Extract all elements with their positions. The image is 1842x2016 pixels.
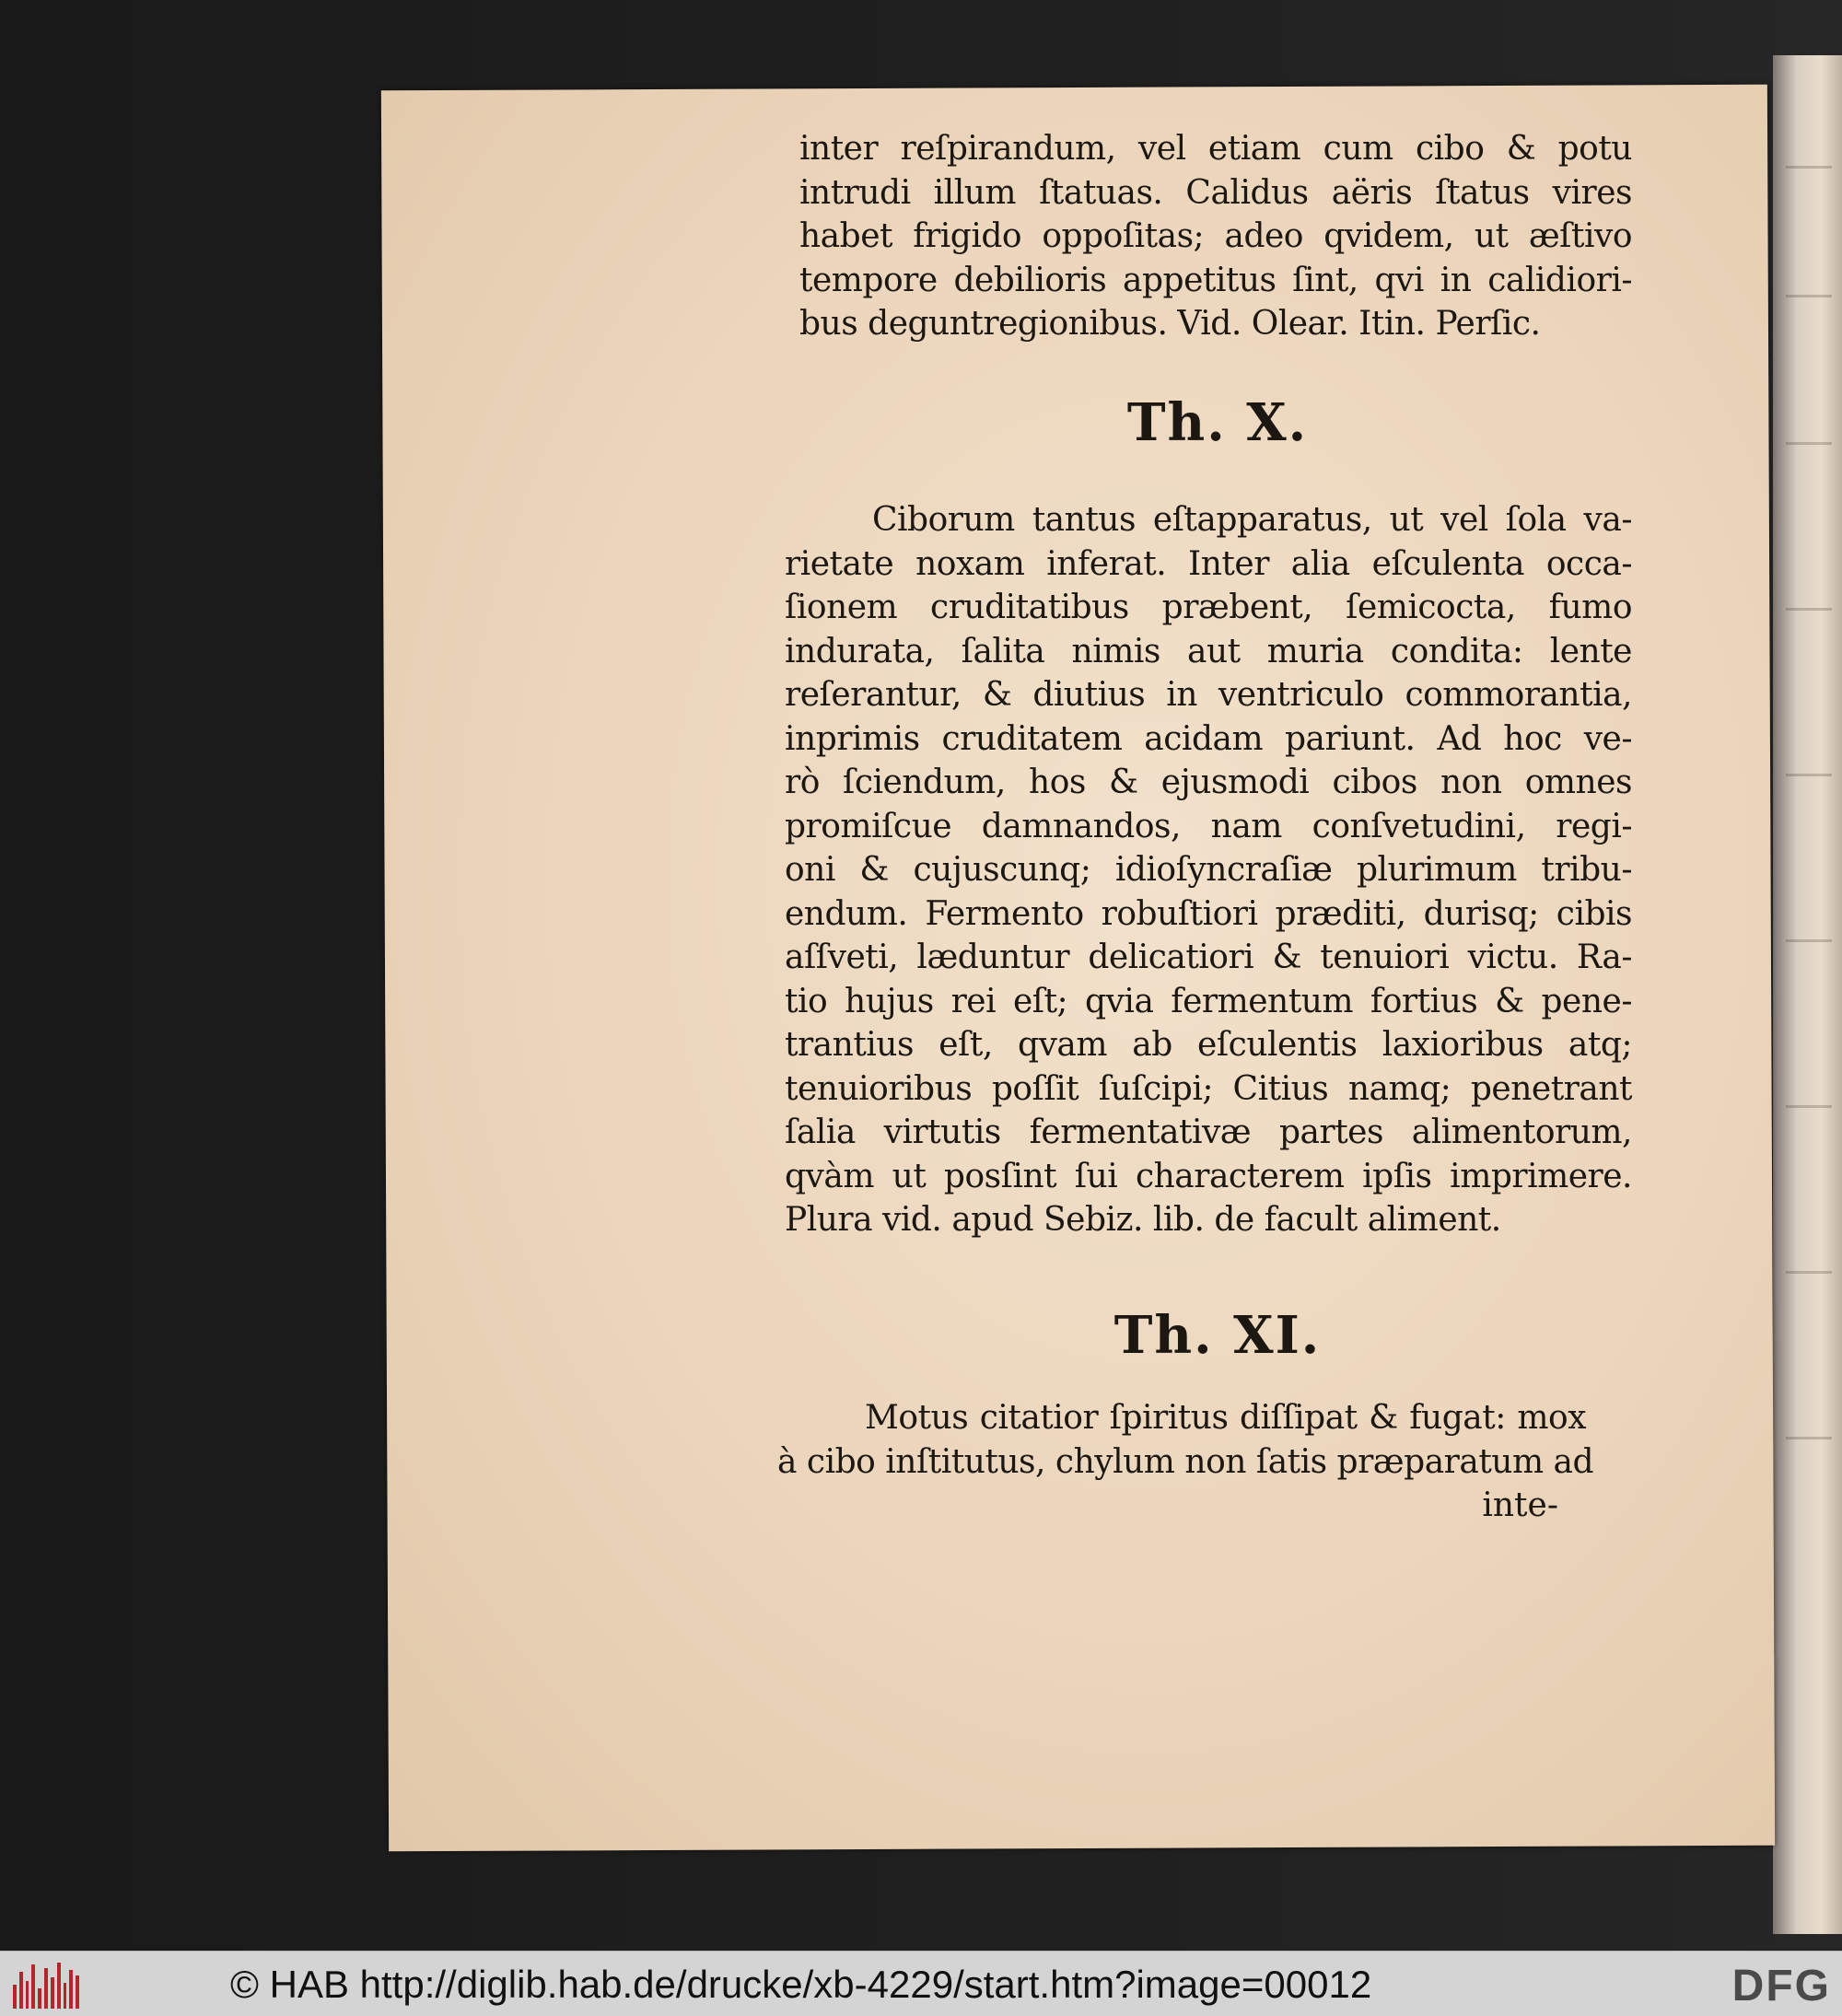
text-line: qvàm ut posſint ſui characterem ipſis imprimere. — [785, 1157, 1632, 1195]
text-line: bus deguntregionibus. Vid. Olear. Itin. Perſic. — [799, 305, 1541, 343]
text-line: habet frigido oppoſitas; adeo qvidem, ut æſtivo — [799, 217, 1632, 255]
text-line: rietate noxam inferat. Inter alia eſculenta occa- — [785, 544, 1632, 583]
text-line: inter reſpirandum, vel etiam cum cibo & potu — [799, 130, 1632, 168]
section-heading-xi: Th. XI. — [1113, 1304, 1322, 1366]
text-line: inprimis cruditatem acidam pariunt. Ad hoc ve- — [785, 719, 1632, 758]
paragraph-xi — [777, 1396, 1594, 1528]
text-line: oni & cujuscunq; idioſyncraſiæ plurimum tribu- — [785, 851, 1632, 889]
text-line: reſerantur, & diutius in ventriculo commorantia, — [785, 676, 1632, 714]
copyright-url-link[interactable]: © HAB http://diglib.hab.de/drucke/xb-4229/start.htm?image=00012 — [230, 1963, 1372, 2006]
text-line: rò ſciendum, hos & ejusmodi cibos non omnes — [785, 763, 1632, 801]
text-line: Plura vid. apud Sebiz. lib. de facult aliment. — [785, 1201, 1501, 1239]
text-line: tio hujus rei eſt; qvia fermentum fortius & pene- — [785, 982, 1632, 1020]
text-line: ſionem cruditatibus præbent, ſemicocta, fumo — [785, 588, 1632, 626]
text-line: promiſcue damnandos, nam conſvetudini, regi- — [785, 807, 1632, 845]
text-line: Ciborum tantus eſtapparatus, ut vel ſola va- — [872, 501, 1632, 539]
footer-bar — [0, 1951, 1842, 2016]
text-line: trantius eſt, qvam ab eſculentis laxioribus atq; — [785, 1026, 1632, 1064]
text-line: tenuioribus poſſit ſuſcipi; Citius namq; penetrant — [785, 1069, 1632, 1108]
catchword: inte- — [1482, 1486, 1558, 1524]
text-line: indurata, ſalita nimis aut muria condita: lente — [785, 632, 1632, 670]
section-heading-x: Th. X. — [1126, 391, 1309, 453]
text-line: aſſveti, læduntur delicatiori & tenuiori victu. Ra- — [785, 938, 1632, 976]
text-line: à cibo inſtitutus, chylum non ſatis præparatum ad — [777, 1442, 1594, 1481]
text-line: intrudi illum ſtatuas. Calidus aëris ſtatus vires — [799, 173, 1632, 212]
page-text — [777, 127, 1632, 1528]
text-line: ſalia virtutis fermentativæ partes alimentorum, — [785, 1113, 1632, 1151]
top-paragraph — [799, 127, 1632, 346]
text-line: tempore debilioris appetitus ſint, qvi in calidiori- — [799, 261, 1632, 299]
next-page-edge — [1773, 55, 1842, 1934]
paragraph-x — [785, 498, 1632, 1242]
text-line: endum. Fermento robuſtiori præditi, durisq; cibis — [785, 894, 1632, 933]
hab-barcode-logo-icon — [13, 1961, 79, 2009]
text-line: Motus citatior ſpiritus diſſipat & fugat: mox — [865, 1399, 1586, 1437]
dfg-logo: DFG — [1731, 1962, 1831, 2010]
